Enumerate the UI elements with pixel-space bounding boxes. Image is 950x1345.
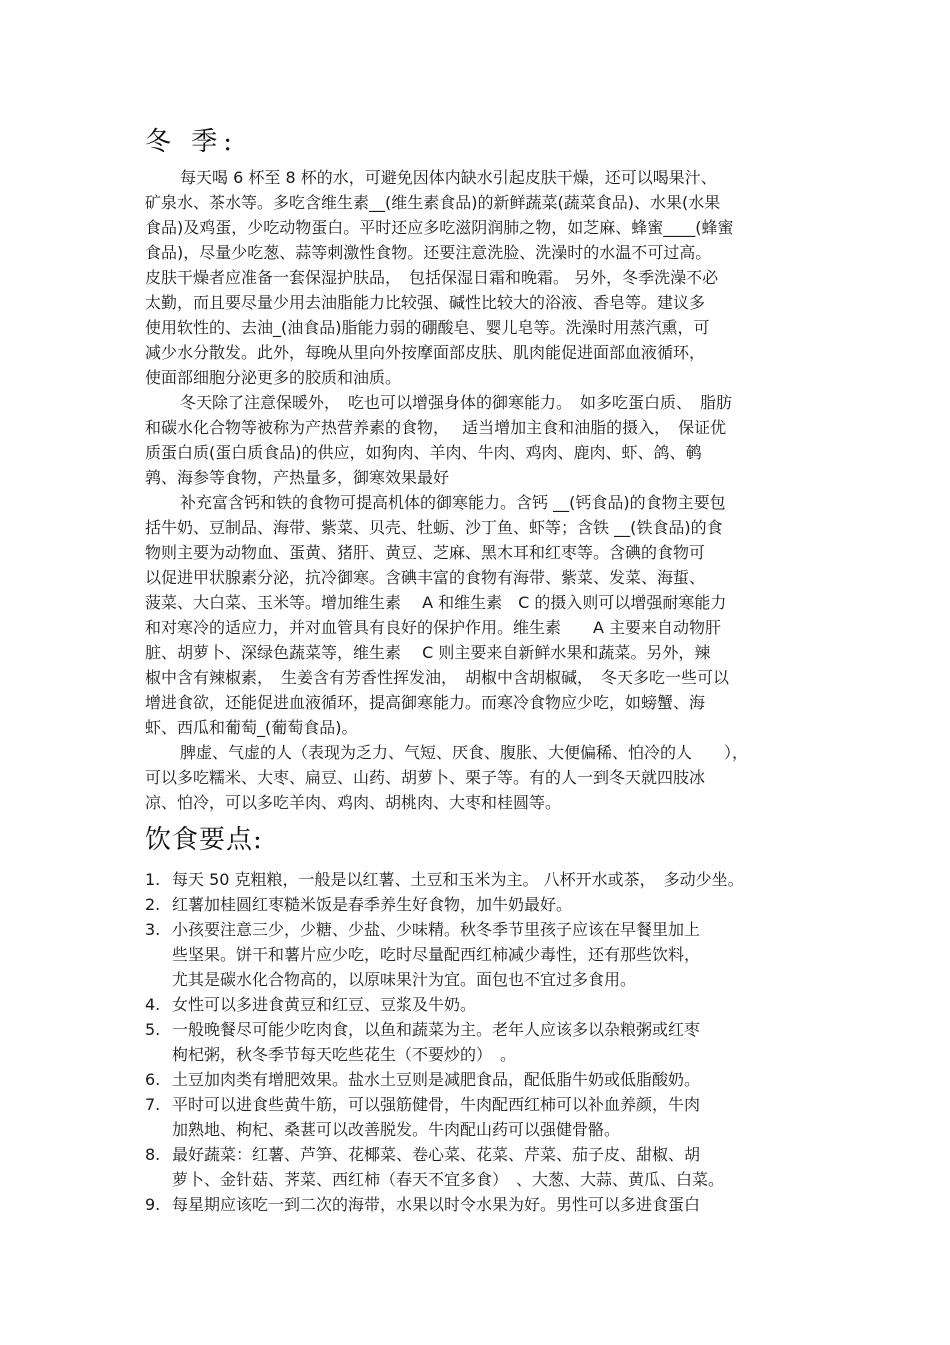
text-line: 脾虚、气虚的人（表现为乏力、气短、厌食、腹胀、大便偏稀、怕冷的人 ），: [180, 743, 749, 762]
list-number: 4.: [145, 995, 161, 1014]
text-line: 减少水分散发。此外，每晚从里向外按摩面部皮肤、肌肉能促进面部血液循环，: [145, 343, 706, 362]
text-line: 每天喝 6 杯至 8 杯的水，可避免因体内缺水引起皮肤干燥，还可以喝果汁、: [180, 168, 717, 187]
text-line: 食品)及鸡蛋，少吃动物蛋白。平时还应多吃滋阴润肺之物，如芝麻、蜂蜜____(蜂蜜: [145, 218, 734, 237]
list-item-line: 萝卜、金针菇、荠菜、西红柿（春天不宜多食） 、大葱、大蒜、黄瓜、白菜。: [172, 1170, 725, 1189]
list-number: 2.: [145, 895, 161, 914]
text-line: 以促进甲状腺素分泌，抗冷御寒。含碘丰富的食物有海带、紫菜、发菜、海蜇、: [145, 568, 706, 587]
text-line: 凉、怕冷，可以多吃羊肉、鸡肉、胡桃肉、大枣和桂圆等。: [145, 793, 562, 812]
list-item-line: 最好蔬菜：红薯、芦笋、花椰菜、卷心菜、花菜、芹菜、茄子皮、甜椒、胡: [172, 1145, 701, 1164]
text-line: 虾、西瓜和葡萄_(葡萄食品)。: [145, 718, 358, 737]
list-number: 9.: [145, 1195, 161, 1214]
text-line: 和碳水化合物等被称为产热营养素的食物， 适当增加主食和油脂的摄入， 保证优: [145, 418, 727, 437]
list-item-line: 加熟地、枸杞、桑葚可以改善脱发。牛肉配山药可以强健骨骼。: [172, 1120, 621, 1139]
list-item-line: 平时可以进食些黄牛筋，可以强筋健骨，牛肉配西红柿可以补血养颜，牛肉: [172, 1095, 701, 1114]
text-line: 使面部细胞分泌更多的胶质和油质。: [145, 368, 402, 387]
text-line: 菠菜、大白菜、玉米等。增加维生素 A 和维生素 C 的摄入则可以增强耐寒能力: [145, 593, 727, 612]
text-line: 括牛奶、豆制品、海带、紫菜、贝壳、牡蛎、沙丁鱼、虾等；含铁 __(铁食品)的食: [145, 518, 723, 537]
list-item-line: 每天 50 克粗粮，一般是以红薯、土豆和玉米为主。 八杯开水或茶， 多动少坐。: [172, 870, 744, 889]
list-item-line: 尤其是碳水化合物高的，以原味果汁为宜。面包也不宜过多食用。: [172, 970, 637, 989]
list-number: 8.: [145, 1145, 161, 1164]
list-item-line: 枸杞粥，秋冬季节每天吃些花生（不要炒的） 。: [172, 1045, 517, 1064]
list-item-line: 女性可以多进食黄豆和红豆、豆浆及牛奶。: [172, 995, 477, 1014]
text-line: 脏、胡萝卜、深绿色蔬菜等，维生素 C 则主要来自新鲜水果和蔬菜。另外，辣: [145, 643, 711, 662]
text-line: 皮肤干燥者应准备一套保湿护肤品， 包括保湿日霜和晚霜。 另外，冬季洗澡不必: [145, 268, 719, 287]
list-item-line: 红薯加桂圆红枣糙米饭是春季养生好食物，加牛奶最好。: [172, 895, 573, 914]
list-number: 7.: [145, 1095, 161, 1114]
text-line: 和对寒冷的适应力，并对血管具有良好的保护作用。维生素 A 主要来自动物肝: [145, 618, 722, 637]
text-line: 质蛋白质(蛋白质食品)的供应，如狗肉、羊肉、牛肉、鸡肉、鹿肉、虾、鸽、鹌: [145, 443, 702, 462]
text-line: 太勤，而且要尽量少用去油脂能力比较强、碱性比较大的浴液、香皂等。建议多: [145, 293, 706, 312]
text-line: 物则主要为动物血、蛋黄、猪肝、黄豆、芝麻、黑木耳和红枣等。含碘的食物可: [145, 543, 706, 562]
text-line: 补充富含钙和铁的食物可提高机体的御寒能力。含钙 __(钙食品)的食物主要包: [180, 493, 726, 512]
list-item-line: 一般晚餐尽可能少吃肉食，以鱼和蔬菜为主。老年人应该多以杂粮粥或红枣: [172, 1020, 701, 1039]
list-item-line: 小孩要注意三少，少糖、少盐、少味精。秋冬季节里孩子应该在早餐里加上: [172, 920, 701, 939]
text-line: 冬天除了注意保暖外， 吃也可以增强身体的御寒能力。 如多吃蛋白质、 脂肪: [180, 393, 733, 412]
text-line: 使用软性的、去油_(油食品)脂能力弱的硼酸皂、婴儿皂等。洗澡时用蒸汽熏，可: [145, 318, 710, 337]
list-number: 6.: [145, 1070, 161, 1089]
text-line: 可以多吃糯米、大枣、扁豆、山药、胡萝卜、栗子等。有的人一到冬天就四肢冰: [145, 768, 706, 787]
text-line: 鹑、海参等食物，产热量多，御寒效果最好: [145, 468, 450, 487]
list-number: 1.: [145, 870, 161, 889]
text-line: 增进食欲，还能促进血液循环，提高御寒能力。而寒冷食物应少吃，如螃蟹、海: [145, 693, 706, 712]
text-line: 矿泉水、茶水等。多吃含维生素__(维生素食品)的新鲜蔬菜(蔬菜食品)、水果(水果: [145, 193, 721, 212]
list-item-line: 些坚果。饼干和薯片应少吃，吃时尽量配西红柿减少毒性，还有那些饮料，: [172, 945, 701, 964]
diet-heading: 饮食要点:: [145, 825, 263, 855]
text-line: 食品)，尽量少吃葱、蒜等刺激性食物。还要注意洗脸、洗澡时的水温不可过高。: [145, 243, 712, 262]
list-number: 5.: [145, 1020, 161, 1039]
list-item-line: 土豆加肉类有增肥效果。盐水土豆则是减肥食品，配低脂牛奶或低脂酸奶。: [172, 1070, 701, 1089]
text-line: 椒中含有辣椒素， 生姜含有芳香性挥发油， 胡椒中含胡椒碱， 冬天多吃一些可以: [145, 668, 730, 687]
list-item-line: 每星期应该吃一到二次的海带，水果以时令水果为好。男性可以多进食蛋白: [172, 1195, 701, 1214]
list-number: 3.: [145, 920, 161, 939]
winter-heading: 冬 季:: [145, 127, 239, 157]
